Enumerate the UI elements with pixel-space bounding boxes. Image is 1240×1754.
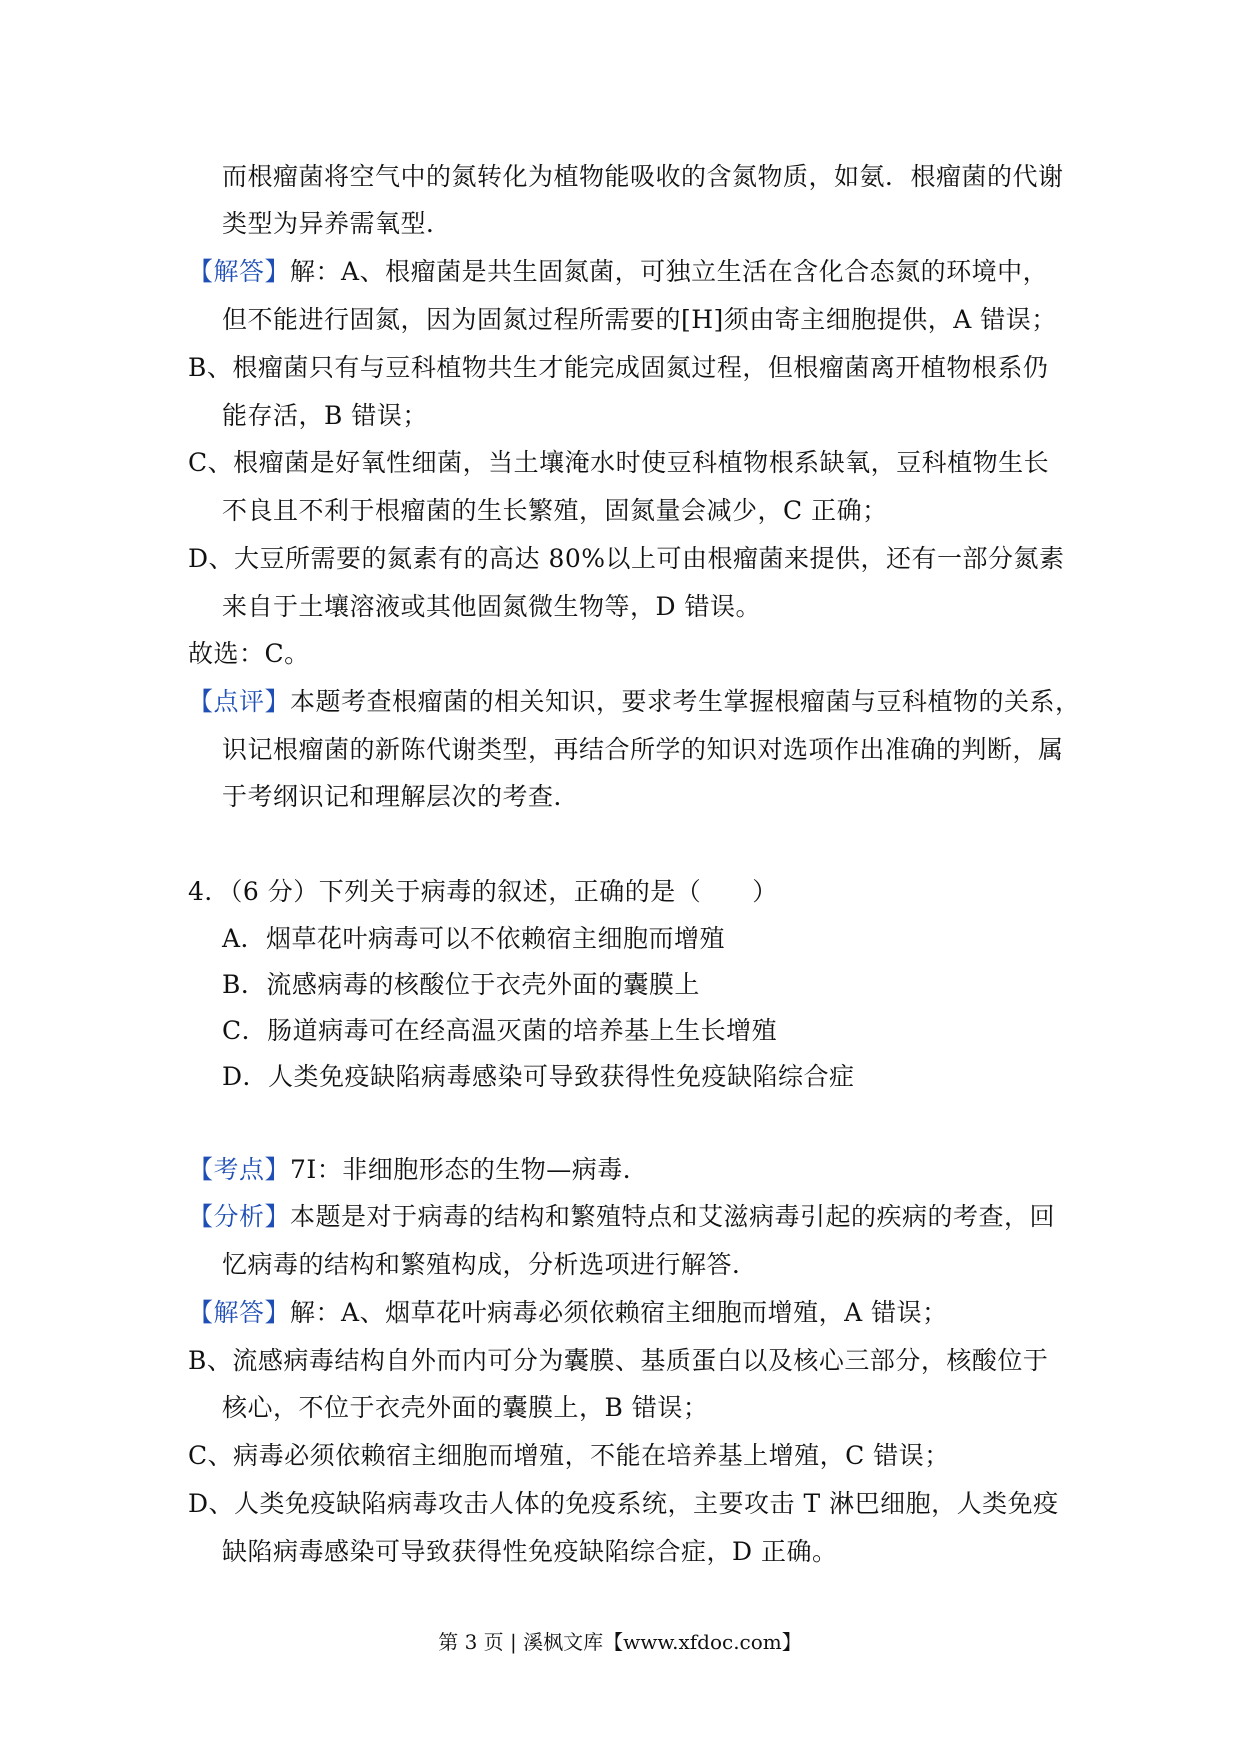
q3-comment-text: 本题考查根瘤菌的相关知识，要求考生掌握根瘤菌与豆科植物的关系， (290, 687, 1081, 716)
q4-option-d: D．人类免疫缺陷病毒感染可导致获得性免疫缺陷综合症 (222, 1062, 855, 1091)
q3-option-d-line-1: D、大豆所需要的氮素有的高达 80%以上可由根瘤菌来提供，还有一部分氮素 (188, 544, 1065, 573)
analysis-tag: 【分析】 (188, 1202, 291, 1231)
q4-point-line (188, 1153, 648, 1187)
q4-analysis-text: 本题是对于病毒的结构和繁殖特点和艾滋病毒引起的疾病的考查，回 (290, 1202, 1056, 1231)
q3-comment-line-1 (188, 685, 1081, 719)
q3-option-b-line-1: B、根瘤菌只有与豆科植物共生才能完成固氮过程，但根瘤菌离开植物根系仍 (188, 353, 1049, 382)
q3-choice: 故选：C。 (188, 639, 310, 668)
q3-option-c-line-2: 不良且不利于根瘤菌的生长繁殖，固氮量会减少，C 正确； (222, 496, 888, 525)
q4-stem: 4．（6 分）下列关于病毒的叙述，正确的是（ ） (188, 877, 778, 906)
q3-option-c-line-1: C、根瘤菌是好氧性细菌，当土壤淹水时使豆科植物根系缺氧，豆科植物生长 (188, 448, 1050, 477)
q4-option-b-line-1: B、流感病毒结构自外而内可分为囊膜、基质蛋白以及核心三部分，核酸位于 (188, 1346, 1049, 1375)
page-footer: 第 3 页 | 溪枫文库【www.xfdoc.com】 (438, 1630, 802, 1654)
q4-option-d-line-2: 缺陷病毒感染可导致获得性免疫缺陷综合症，D 正确。 (222, 1537, 838, 1566)
q4-analysis-line-1 (188, 1200, 1055, 1234)
q4-answer-line-1 (188, 1296, 948, 1330)
q4-option-a: A．烟草花叶病毒可以不依赖宿主细胞而增殖 (222, 924, 726, 953)
comment-tag: 【点评】 (188, 687, 291, 716)
continuation-line-1: 而根瘤菌将空气中的氮转化为植物能吸收的含氮物质，如氨．根瘤菌的代谢 (222, 162, 1064, 191)
q3-comment-line-3: 于考纲识记和理解层次的考查． (222, 782, 580, 811)
q4-option-b: B．流感病毒的核酸位于衣壳外面的囊膜上 (222, 970, 700, 999)
q4-option-d-line-1: D、人类免疫缺陷病毒攻击人体的免疫系统，主要攻击 T 淋巴细胞，人类免疫 (188, 1489, 1059, 1518)
q4-point-text: 7I：非细胞形态的生物—病毒． (290, 1155, 649, 1184)
answer-tag: 【解答】 (188, 1298, 291, 1327)
q4-option-b-line-2: 核心，不位于衣壳外面的囊膜上，B 错误； (222, 1393, 709, 1422)
answer-tag: 【解答】 (188, 257, 291, 286)
q3-comment-line-2: 识记根瘤菌的新陈代谢类型，再结合所学的知识对选项作出准确的判断，属 (222, 735, 1064, 764)
continuation-line-2: 类型为异养需氧型． (222, 209, 452, 238)
q4-analysis-line-2: 忆病毒的结构和繁殖构成，分析选项进行解答． (222, 1250, 758, 1279)
point-tag: 【考点】 (188, 1155, 291, 1184)
q3-option-b-line-2: 能存活，B 错误； (222, 401, 428, 430)
q3-answer-text: 解：A、根瘤菌是共生固氮菌，可独立生活在含化合态氮的环境中， (290, 257, 1049, 286)
q3-answer-line-2: 但不能进行固氮，因为固氮过程所需要的[H]须由寄主细胞提供，A 错误； (222, 305, 1057, 334)
q3-option-d-line-2: 来自于土壤溶液或其他固氮微生物等，D 错误。 (222, 592, 761, 621)
q4-answer-text: 解：A、烟草花叶病毒必须依赖宿主细胞而增殖，A 错误； (290, 1298, 948, 1327)
q4-option-c-line-1: C、病毒必须依赖宿主细胞而增殖，不能在培养基上增殖，C 错误； (188, 1441, 950, 1470)
q3-answer-line-1 (188, 255, 1048, 289)
q4-option-c: C．肠道病毒可在经高温灭菌的培养基上生长增殖 (222, 1016, 778, 1045)
